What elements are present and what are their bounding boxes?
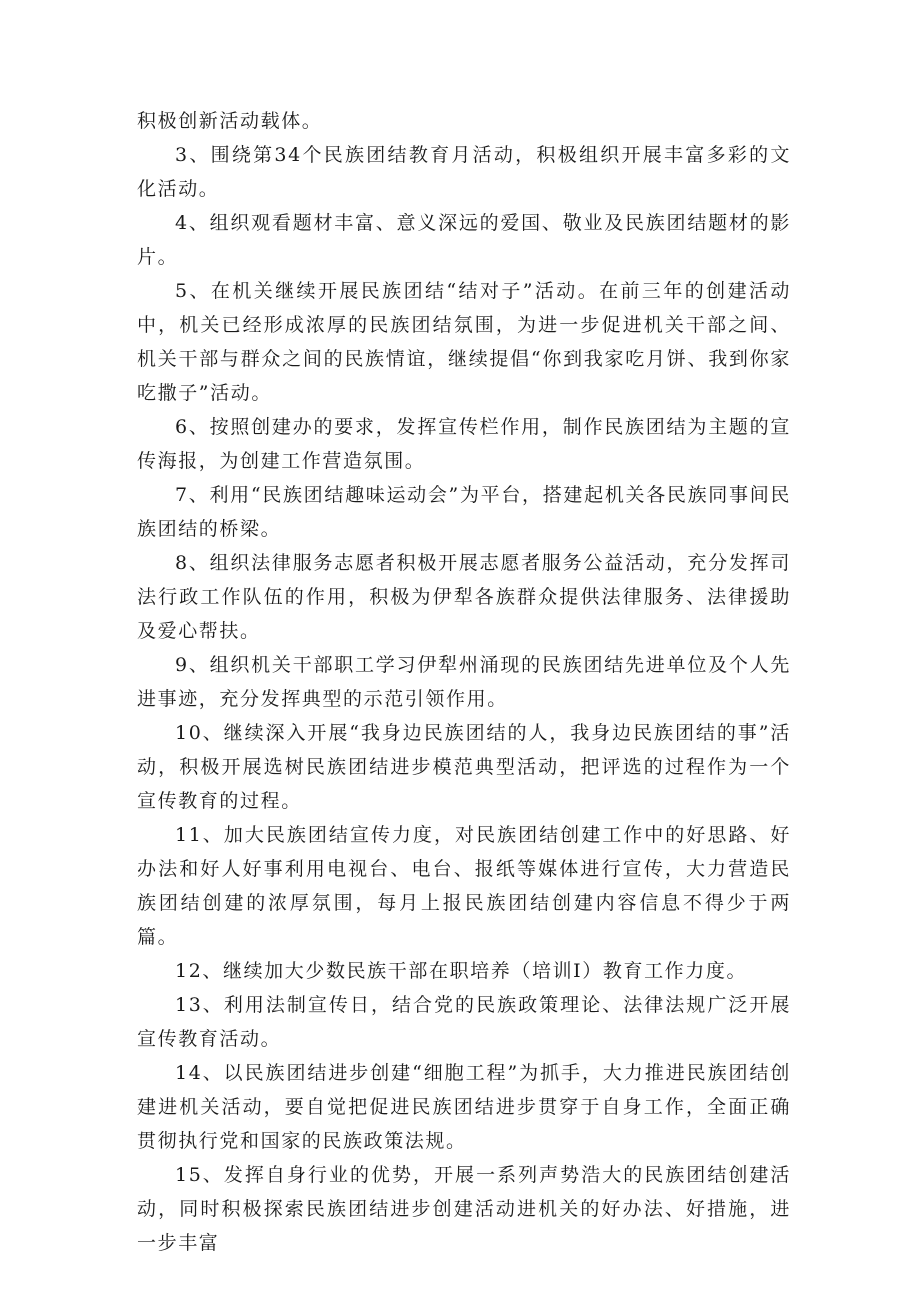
- paragraph-item-5: 5、在机关继续开展民族团结“结对子”活动。在前三年的创建活动中，机关已经形成浓厚的民族团结氛围，为进一步促进机关干部之间、机关干部与群众之间的民族情谊，继续提倡“你到我家吃月饼、我到你家吃撒子”活动。: [137, 280, 791, 404]
- paragraph-item-11: 11、加大民族团结宣传力度，对民族团结创建工作中的好思路、好办法和好人好事利用电视台、电台、报纸等媒体进行宣传，大力营造民族团结创建的浓厚氛围，每月上报民族团结创建内容信息不得少于两篇。: [137, 824, 791, 948]
- paragraph-continuation: 积极创新活动载体。: [137, 110, 323, 132]
- paragraph-item-14: 14、以民族团结进步创建“细胞工程”为抓手，大力推进民族团结创建进机关活动，要自觉把促进民族团结进步贯穿于自身工作，全面正确贯彻执行党和国家的民族政策法规。: [137, 1062, 791, 1152]
- paragraph-item-10: 10、继续深入开展“我身边民族团结的人，我身边民族团结的事”活动，积极开展选树民族团结进步模范典型活动，把评选的过程作为一个宣传教育的过程。: [137, 722, 791, 812]
- paragraph-item-7: 7、利用“民族团结趣味运动会”为平台，搭建起机关各民族同事间民族团结的桥梁。: [137, 484, 791, 540]
- paragraph-item-12: 12、继续加大少数民族干部在职培养（培训Ⅰ）教育工作力度。: [175, 960, 748, 982]
- paragraph-item-9: 9、组织机关干部职工学习伊犁州涌现的民族团结先进单位及个人先进事迹，充分发挥典型的示范引领作用。: [137, 654, 791, 710]
- paragraph-item-4: 4、组织观看题材丰富、意义深远的爱国、敬业及民族团结题材的影片。: [137, 212, 791, 268]
- paragraph-item-3: 3、围绕第34个民族团结教育月活动，积极组织开展丰富多彩的文化活动。: [137, 144, 791, 200]
- document-page: [137, 104, 791, 1260]
- paragraph-item-15: 15、发挥自身行业的优势，开展一系列声势浩大的民族团结创建活动，同时积极探索民族团结进步创建活动进机关的好办法、好措施，进一步丰富: [137, 1164, 791, 1254]
- paragraph-item-6: 6、按照创建办的要求，发挥宣传栏作用，制作民族团结为主题的宣传海报，为创建工作营造氛围。: [137, 416, 791, 472]
- paragraph-item-13: 13、利用法制宣传日，结合党的民族政策理论、法律法规广泛开展宣传教育活动。: [137, 994, 791, 1050]
- paragraph-item-8: 8、组织法律服务志愿者积极开展志愿者服务公益活动，充分发挥司法行政工作队伍的作用，积极为伊犁各族群众提供法律服务、法律援助及爱心帮扶。: [137, 552, 791, 642]
